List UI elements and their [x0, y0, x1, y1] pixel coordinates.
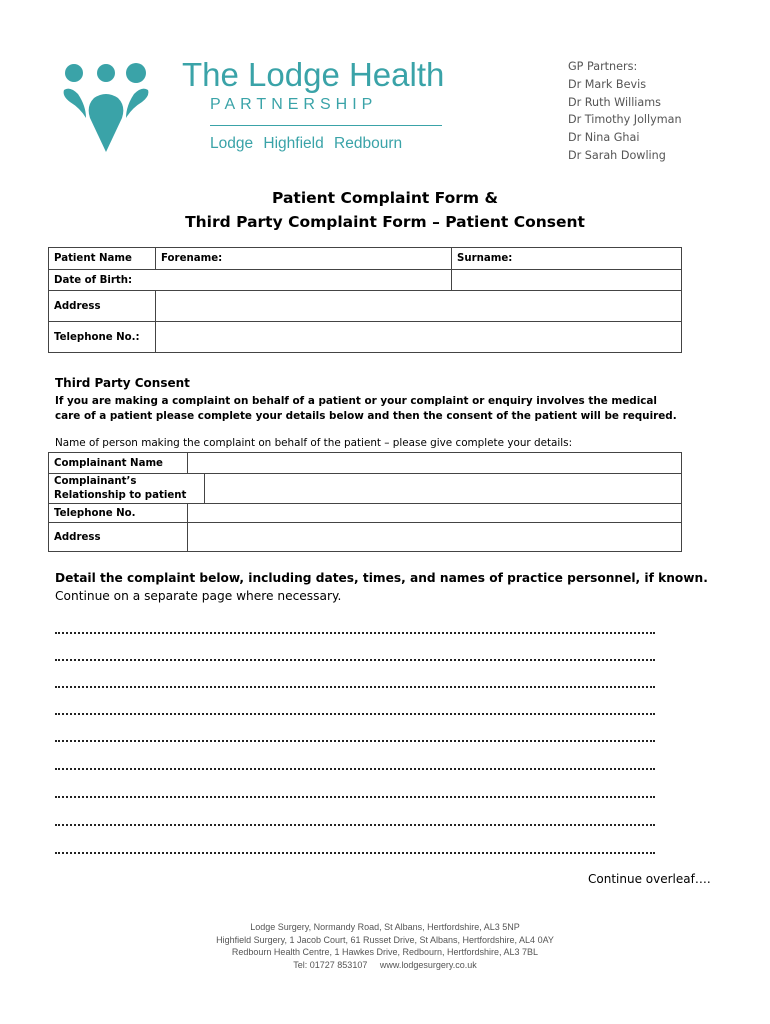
- telephone-label: Telephone No.:: [49, 322, 156, 353]
- footer-line: Lodge Surgery, Normandy Road, St Albans, Hertfordshire, AL3 5NP: [250, 922, 520, 932]
- title-line-2: Third Party Complaint Form – Patient Consent: [185, 213, 585, 231]
- brand-sites: Lodge Highfield Redbourn: [210, 135, 403, 152]
- relationship-label: Complainant’s Relationship to patient: [49, 474, 205, 504]
- dob-field[interactable]: Date of Birth:: [49, 270, 452, 291]
- brand-divider: [210, 125, 442, 126]
- complainant-note: Name of person making the complaint on behalf of the patient – please give complete your details:: [55, 437, 573, 449]
- complaint-line[interactable]: [55, 657, 655, 661]
- telephone-field[interactable]: [156, 322, 682, 353]
- complaint-line[interactable]: [55, 766, 655, 770]
- complaint-line[interactable]: [55, 850, 655, 854]
- complainant-name-label: Complainant Name: [49, 453, 188, 474]
- partner-name: Dr Nina Ghai: [568, 131, 640, 145]
- complainant-details-table: [48, 452, 682, 552]
- complainant-telephone-field[interactable]: [188, 504, 682, 523]
- patient-name-label: Patient Name: [49, 248, 156, 270]
- complaint-line[interactable]: [55, 684, 655, 688]
- complainant-telephone-label: Telephone No.: [49, 504, 188, 523]
- complainant-address-label: Address: [49, 523, 188, 552]
- complaint-line[interactable]: [55, 822, 655, 826]
- complaint-detail-instruction: Detail the complaint below, including dates, times, and names of practice personnel, if known.: [55, 571, 708, 585]
- complainant-name-field[interactable]: [188, 453, 682, 474]
- footer-line: Tel: 01727 853107 www.lodgesurgery.co.uk: [293, 959, 477, 970]
- partners-heading: GP Partners:: [568, 60, 638, 73]
- complaint-line[interactable]: [55, 630, 655, 634]
- gp-partners-list: [568, 58, 682, 165]
- partner-name: Dr Mark Bevis: [568, 77, 647, 91]
- address-label: Address: [49, 291, 156, 322]
- footer-line: Redbourn Health Centre, 1 Hawkes Drive, Redbourn, Hertfordshire, AL3 7BL: [231, 947, 539, 958]
- partner-name: Dr Ruth Williams: [568, 95, 661, 109]
- page-title: [0, 186, 770, 234]
- continue-overleaf: Continue overleaf….: [588, 872, 711, 886]
- surname-field[interactable]: Surname:: [452, 248, 682, 270]
- complaint-line[interactable]: [55, 711, 655, 715]
- address-field[interactable]: [156, 291, 682, 322]
- partner-name: Dr Timothy Jollyman: [568, 113, 682, 127]
- brand-subtitle: PARTNERSHIP: [210, 96, 378, 113]
- footer-addresses: [0, 921, 770, 971]
- footer-line: Highfield Surgery, 1 Jacob Court, 61 Russet Drive, St Albans, Hertfordshire, AL4 0AY: [216, 934, 554, 945]
- complaint-line[interactable]: [55, 794, 655, 798]
- relationship-field[interactable]: [205, 474, 682, 504]
- partner-name: Dr Sarah Dowling: [568, 148, 666, 162]
- brand-name: The Lodge Health: [182, 56, 445, 93]
- third-party-heading: Third Party Consent: [55, 376, 190, 390]
- complaint-line[interactable]: [55, 738, 655, 742]
- dob-extra-field[interactable]: [452, 270, 682, 291]
- patient-details-table: [48, 247, 682, 353]
- title-line-1: Patient Complaint Form &: [272, 189, 498, 207]
- complainant-address-field[interactable]: [188, 523, 682, 552]
- complaint-detail-note: Continue on a separate page where necessary.: [55, 589, 342, 603]
- third-party-instructions: If you are making a complaint on behalf of a patient or your complaint or enquiry involves the medical care of a patient please complete your details below and then the consent of the patient will be required.: [55, 395, 677, 422]
- forename-field[interactable]: Forename:: [156, 248, 452, 270]
- three-people-logo-icon: [60, 60, 152, 156]
